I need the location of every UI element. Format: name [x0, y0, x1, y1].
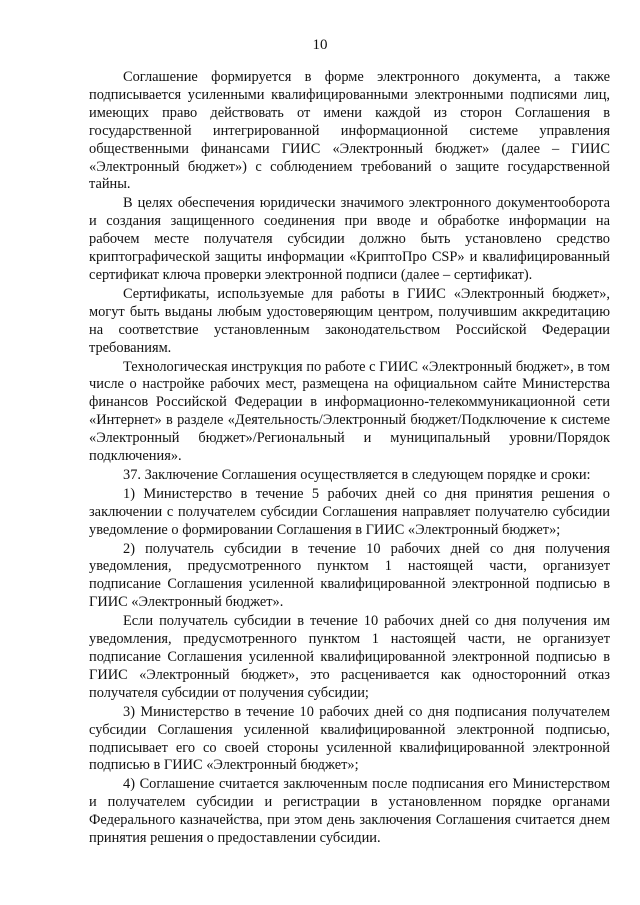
document-body	[89, 69, 610, 849]
paragraph-clause-37: 37. Заключение Соглашения осуществляется в следующем порядке и сроки:	[123, 466, 591, 483]
paragraph-item-2: 2) получатель субсидии в течение 10 рабочих дней со дня получения уведомления, предусмотренного пунктом 1 настоящей части, организует подписание Соглашения усиленной квалифицированной электронной подписью в ГИИС «Электронный бюджет».	[89, 540, 610, 611]
paragraph-refusal: Если получатель субсидии в течение 10 рабочих дней со дня получения им уведомления, предусмотренного пунктом 1 настоящей части, не организует подписание Соглашения усиленной квалифицированной электронной подписью в ГИИС «Электронный бюджет», это расценивается как односторонний отказ получателя субсидии от получения субсидии;	[89, 613, 610, 701]
paragraph-signing-form: Соглашение формируется в форме электронного документа, а также подписывается усиленными квалифицированными электронными подписями лиц, имеющих право действовать от имени каждой из сторон Соглашения в государственной интегрированной информационной системе управления общественными финансами ГИИС «Электронный бюджет» (далее – ГИИС «Электронный бюджет») с соблюдением требований о защите государственной тайны.	[89, 69, 610, 193]
paragraph-item-1: 1) Министерство в течение 5 рабочих дней со дня принятия решения о заключении с получателем субсидии Соглашения направляет получателю субсидии уведомление о формировании Соглашения в ГИИС «Электронный бюджет»;	[89, 485, 610, 538]
paragraph-item-3: 3) Министерство в течение 10 рабочих дней со дня подписания получателем субсидии Соглашения усиленной квалифицированной электронной подписью, подписывает его со своей стороны усиленной квалифицированной электронной подписью в ГИИС «Электронный бюджет»;	[89, 703, 610, 774]
page-number: 10	[312, 37, 328, 53]
paragraph-crypto-protection: В целях обеспечения юридически значимого электронного документооборота и создания защищенного соединения при вводе и обработке информации на рабочем месте получателя субсидии должно быть установлено средство криптографической защиты информации «КриптоПро CSP» и квалифицированный сертификат ключа проверки электронной подписи (далее – сертификат).	[89, 195, 610, 283]
paragraph-technical-instruction: Технологическая инструкция по работе с ГИИС «Электронный бюджет», в том числе о настройке рабочих мест, размещена на официальном сайте Министерства финансов Российской Федерации в информационно-телекоммуникационной сети «Интернет» в разделе «Деятельность/Электронный бюджет/Подключение к системе «Электронный бюджет»/Региональный и муниципальный уровни/Порядок подключения».	[89, 358, 610, 465]
paragraph-item-4: 4) Соглашение считается заключенным после подписания его Министерством и получателем субсидии и регистрации в установленном порядке органами Федерального казначейства, при этом день заключения Соглашения считается днем принятия решения о предоставлении субсидии.	[89, 776, 610, 847]
paragraph-certificates: Сертификаты, используемые для работы в ГИИС «Электронный бюджет», могут быть выданы любым удостоверяющим центром, получившим аккредитацию на соответствие установленным законодательством Российской Федерации требованиям.	[89, 285, 610, 356]
